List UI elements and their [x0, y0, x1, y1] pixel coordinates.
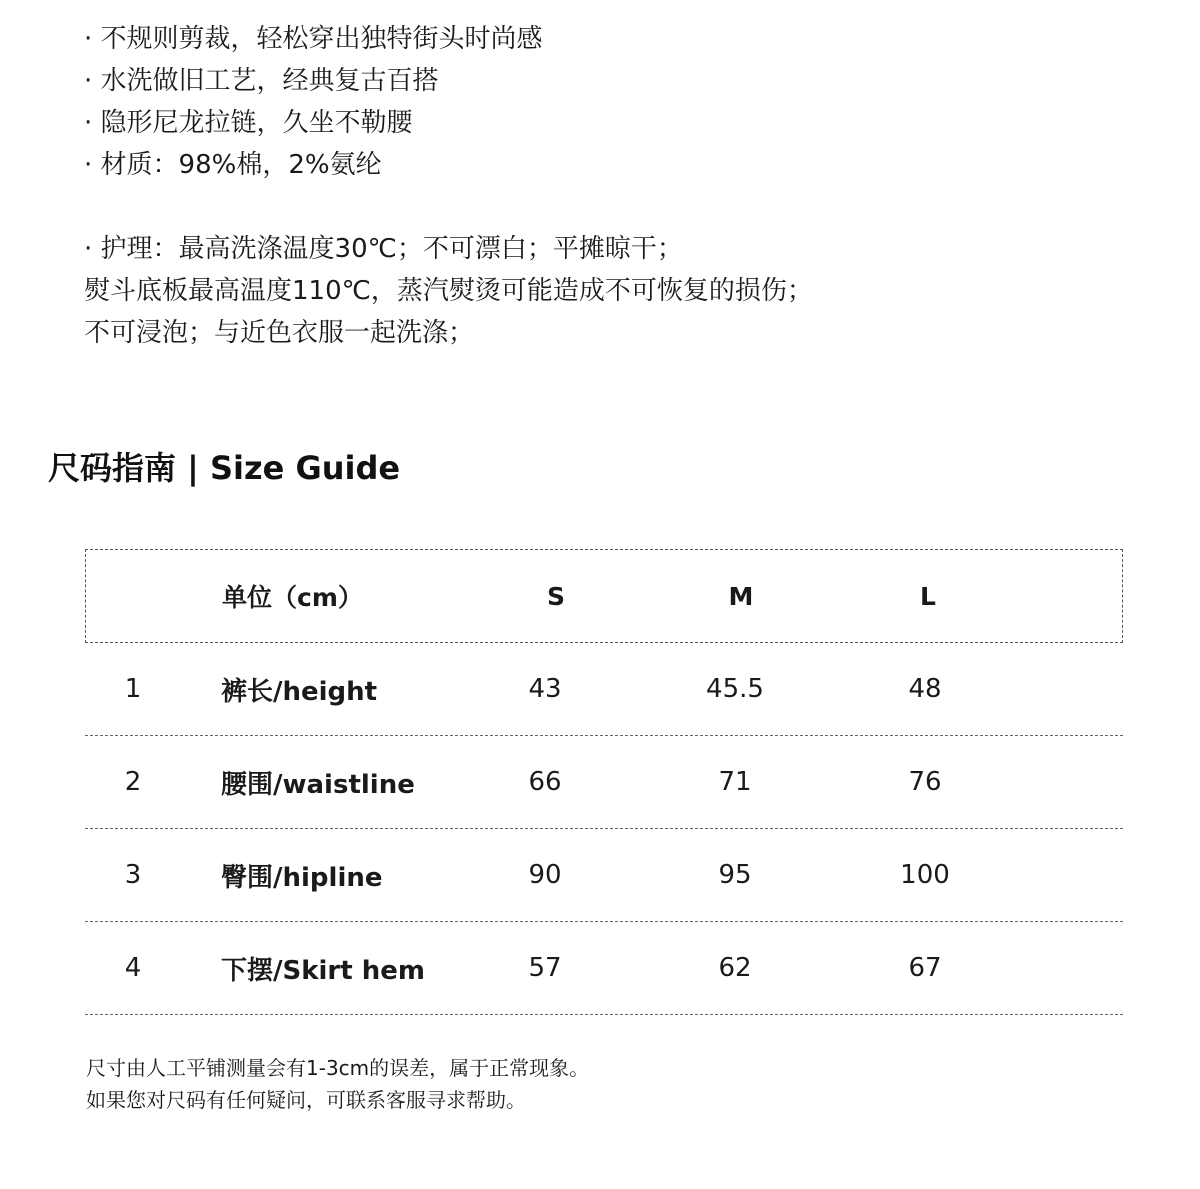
row-label: 下摆/Skirt hem — [221, 955, 425, 986]
row-index: 3 — [124, 860, 142, 890]
care-line: 熨斗底板最高温度110℃，蒸汽熨烫可能造成不可恢复的损伤； — [84, 276, 813, 306]
spacer — [84, 186, 1134, 228]
feature-line: · 水洗做旧工艺，经典复古百搭 — [84, 66, 439, 96]
row-index: 1 — [124, 674, 142, 704]
size-header-l: L — [920, 581, 936, 611]
table-row — [85, 829, 1123, 922]
feature-line: · 不规则剪裁，轻松穿出独特街头时尚感 — [84, 24, 543, 54]
value-s: 90 — [528, 860, 562, 890]
feature-line: · 材质：98%棉，2%氨纶 — [84, 150, 382, 180]
size-table-header — [85, 549, 1123, 643]
table-row — [85, 736, 1123, 829]
row-index: 2 — [124, 767, 142, 797]
value-l: 100 — [900, 860, 950, 890]
value-m: 62 — [718, 953, 752, 983]
unit-header: 单位（cm） — [222, 583, 363, 612]
product-description — [84, 18, 1134, 354]
care-line: 不可浸泡；与近色衣服一起洗涤； — [84, 318, 475, 348]
value-l: 48 — [908, 674, 942, 704]
row-label: 裤长/height — [221, 676, 378, 707]
row-label: 臀围/hipline — [221, 862, 383, 893]
size-header-m: M — [728, 581, 754, 611]
value-l: 76 — [908, 767, 942, 797]
table-row — [85, 922, 1123, 1015]
size-guide-title: 尺码指南 | Size Guide — [48, 449, 401, 487]
note-line: 尺寸由人工平铺测量会有1-3cm的误差，属于正常现象。 — [86, 1056, 590, 1080]
size-notes — [86, 1052, 589, 1116]
value-s: 43 — [528, 674, 562, 704]
value-s: 57 — [528, 953, 562, 983]
size-table — [85, 549, 1123, 1015]
value-s: 66 — [528, 767, 562, 797]
value-m: 95 — [718, 860, 752, 890]
row-label: 腰围/waistline — [221, 769, 415, 800]
value-l: 67 — [908, 953, 942, 983]
note-line: 如果您对尺码有任何疑问，可联系客服寻求帮助。 — [86, 1088, 526, 1112]
care-line: · 护理：最高洗涤温度30℃；不可漂白；平摊晾干； — [84, 234, 683, 264]
table-row — [85, 643, 1123, 736]
size-header-s: S — [546, 581, 565, 611]
value-m: 45.5 — [706, 674, 764, 704]
value-m: 71 — [718, 767, 752, 797]
row-index: 4 — [124, 953, 142, 983]
feature-line: · 隐形尼龙拉链，久坐不勒腰 — [84, 108, 413, 138]
